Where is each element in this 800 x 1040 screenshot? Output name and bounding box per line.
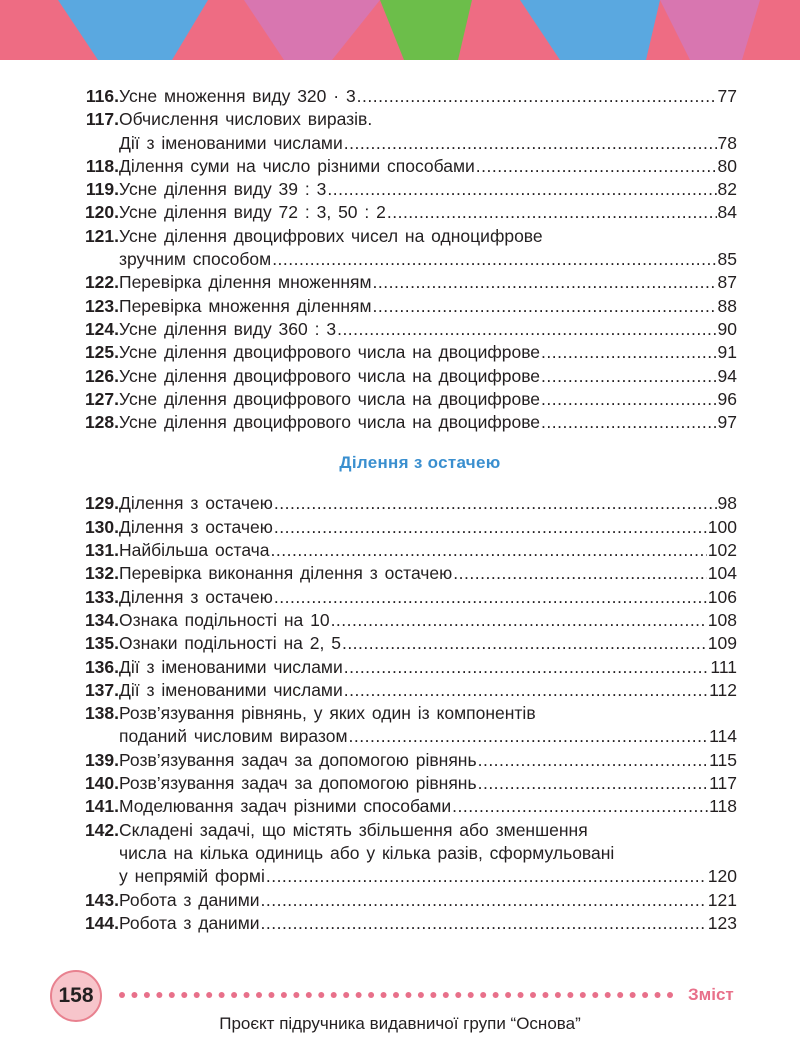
entry-last-line bbox=[119, 679, 737, 702]
entry-body bbox=[119, 492, 737, 515]
entry-title: Усне ділення виду 39 : 3 bbox=[119, 179, 327, 200]
entry-title: Розв’язування задач за допомогою рівнянь bbox=[119, 773, 477, 794]
entry-last-line bbox=[119, 656, 737, 679]
toc-entry bbox=[63, 749, 737, 772]
entry-page-number: 94 bbox=[717, 365, 737, 386]
footer-dot bbox=[505, 992, 511, 998]
entry-number: 141. bbox=[84, 796, 119, 817]
entry-title: Дії з іменованими числами bbox=[119, 656, 343, 677]
contents-label: Зміст bbox=[688, 985, 734, 1004]
entry-last-line bbox=[119, 562, 737, 585]
entry-title: Робота з даними bbox=[119, 912, 260, 933]
dot-leader bbox=[478, 749, 709, 772]
footer-dot bbox=[244, 992, 250, 998]
entry-page-number: 97 bbox=[717, 412, 737, 433]
toc-entry bbox=[63, 819, 737, 889]
entry-title: Ділення з остачею bbox=[119, 586, 273, 607]
toc-entry bbox=[63, 656, 737, 679]
dot-leader bbox=[261, 889, 707, 912]
entry-number: 132. bbox=[84, 563, 119, 584]
entry-page-number: 117 bbox=[709, 773, 737, 794]
dot-leader bbox=[266, 865, 707, 888]
entry-title: Усне ділення виду 72 : 3, 50 : 2 bbox=[119, 202, 386, 223]
footer-dot bbox=[518, 992, 524, 998]
dot-leader bbox=[274, 586, 707, 609]
dot-leader bbox=[541, 388, 716, 411]
decorative-banner bbox=[0, 0, 800, 60]
toc-entry bbox=[63, 271, 737, 294]
entry-title: Розв’язування задач за допомогою рівнянь bbox=[119, 749, 477, 770]
entry-page-number: 102 bbox=[707, 540, 737, 561]
entry-last-line bbox=[119, 632, 737, 655]
entry-title-line: Складені задачі, що містять збільшення або зменшення bbox=[119, 819, 588, 840]
entry-number: 133. bbox=[84, 586, 119, 607]
toc-entry bbox=[63, 702, 737, 749]
toc-entry bbox=[63, 772, 737, 795]
entry-number: 130. bbox=[84, 516, 119, 537]
toc-section-2 bbox=[63, 492, 737, 935]
entry-page-number: 78 bbox=[717, 132, 737, 153]
footer-dot bbox=[555, 992, 561, 998]
toc-entry bbox=[63, 539, 737, 562]
entry-title: Дії з іменованими числами bbox=[119, 679, 343, 700]
entry-body bbox=[119, 795, 737, 818]
entry-number: 116. bbox=[85, 86, 119, 106]
entry-number: 136. bbox=[84, 656, 119, 677]
entry-number: 128. bbox=[84, 412, 119, 433]
entry-body bbox=[119, 539, 737, 562]
footer-dot bbox=[281, 992, 287, 998]
toc-entry bbox=[63, 85, 737, 108]
entry-body bbox=[119, 225, 737, 272]
footer-dot bbox=[368, 992, 374, 998]
dot-leader bbox=[274, 516, 707, 539]
footer-dot bbox=[642, 992, 648, 998]
dot-leader bbox=[541, 341, 716, 364]
footer-dot bbox=[356, 992, 362, 998]
entry-page-number: 121 bbox=[707, 889, 737, 910]
entry-page-number: 84 bbox=[717, 202, 737, 223]
entry-page-number: 118 bbox=[709, 796, 737, 817]
entry-last-line bbox=[119, 85, 737, 108]
entry-page-number: 111 bbox=[710, 656, 737, 677]
toc-entry bbox=[63, 318, 737, 341]
entry-title: у непрямій формі bbox=[119, 866, 265, 887]
entry-title: Перевірка виконання ділення з остачею bbox=[119, 563, 453, 584]
entry-title: Усне ділення двоцифрового числа на двоцифрове bbox=[119, 365, 541, 386]
toc-entry bbox=[63, 889, 737, 912]
toc-entry bbox=[63, 108, 737, 155]
entry-body bbox=[119, 365, 737, 388]
entry-body bbox=[119, 85, 737, 108]
footer-dot bbox=[430, 992, 436, 998]
entry-body bbox=[119, 178, 737, 201]
entry-title-line: Розв’язування рівнянь, у яких один із компонентів bbox=[119, 703, 536, 724]
entry-number: 143. bbox=[84, 889, 119, 910]
entry-body bbox=[119, 819, 737, 889]
entry-page-number: 120 bbox=[707, 866, 737, 887]
entry-title: Перевірка ділення множенням bbox=[119, 272, 372, 293]
dot-leader bbox=[261, 912, 707, 935]
dot-leader bbox=[387, 201, 717, 224]
entry-page-number: 82 bbox=[717, 179, 737, 200]
entry-body bbox=[119, 749, 737, 772]
entry-last-line bbox=[119, 539, 737, 562]
entry-last-line bbox=[119, 295, 737, 318]
dot-leader bbox=[373, 295, 717, 318]
footer-dot bbox=[206, 992, 212, 998]
dot-leader bbox=[344, 656, 710, 679]
entry-number: 125. bbox=[84, 342, 119, 363]
entry-number: 129. bbox=[84, 493, 119, 514]
entry-page-number: 91 bbox=[717, 342, 737, 363]
entry-number: 127. bbox=[84, 388, 119, 409]
entry-title: Ділення з остачею bbox=[119, 516, 273, 537]
entry-page-number: 115 bbox=[709, 749, 737, 770]
entry-number: 121. bbox=[84, 225, 119, 246]
footer-dot bbox=[493, 992, 499, 998]
dot-leader bbox=[541, 365, 716, 388]
entry-last-line bbox=[119, 341, 737, 364]
entry-body bbox=[119, 586, 737, 609]
entry-page-number: 106 bbox=[707, 586, 737, 607]
entry-last-line bbox=[119, 132, 737, 155]
entry-title-line: Усне ділення двоцифрових чисел на одноцифрове bbox=[119, 225, 543, 246]
entry-last-line bbox=[119, 586, 737, 609]
dot-leader bbox=[349, 725, 709, 748]
dot-leader bbox=[331, 609, 707, 632]
footer-dot bbox=[306, 992, 312, 998]
entry-page-number: 87 bbox=[717, 272, 737, 293]
footer-dot bbox=[131, 992, 137, 998]
entry-number: 140. bbox=[84, 773, 119, 794]
entry-last-line bbox=[119, 865, 737, 888]
entry-body bbox=[119, 562, 737, 585]
entry-last-line bbox=[119, 365, 737, 388]
footer-dot bbox=[393, 992, 399, 998]
dotted-rule bbox=[118, 988, 674, 1002]
entry-body bbox=[119, 889, 737, 912]
entry-body bbox=[119, 318, 737, 341]
toc-entry bbox=[63, 679, 737, 702]
entry-page-number: 96 bbox=[717, 388, 737, 409]
footer-dot bbox=[468, 992, 474, 998]
toc-entry bbox=[63, 341, 737, 364]
footer-dot bbox=[256, 992, 262, 998]
entry-page-number: 80 bbox=[717, 155, 737, 176]
entry-body bbox=[119, 702, 737, 749]
entry-number: 139. bbox=[84, 749, 119, 770]
entry-title-line: числа на кілька одиниць або у кілька разів, сформульовані bbox=[119, 842, 615, 863]
entry-title: Ділення з остачею bbox=[119, 493, 273, 514]
toc-entry bbox=[63, 295, 737, 318]
footer-dot bbox=[343, 992, 349, 998]
entry-title: Робота з даними bbox=[119, 889, 260, 910]
entry-last-line bbox=[119, 248, 737, 271]
footer-dot bbox=[592, 992, 598, 998]
entry-title: Ділення суми на число різними способами bbox=[119, 155, 475, 176]
dot-leader bbox=[541, 411, 716, 434]
entry-page-number: 114 bbox=[709, 726, 737, 747]
entry-last-line bbox=[119, 749, 737, 772]
entry-body bbox=[119, 201, 737, 224]
footer-dot bbox=[169, 992, 175, 998]
footer-dot bbox=[156, 992, 162, 998]
entry-body bbox=[119, 388, 737, 411]
publisher-credit: Проєкт підручника видавничої групи “Основа” bbox=[219, 1014, 581, 1033]
toc-entry bbox=[63, 562, 737, 585]
entry-last-line bbox=[119, 795, 737, 818]
footer-dot bbox=[667, 992, 673, 998]
entry-title: Дії з іменованими числами bbox=[119, 132, 343, 153]
entry-body bbox=[119, 516, 737, 539]
entry-last-line bbox=[119, 155, 737, 178]
entry-number: 138. bbox=[84, 703, 119, 724]
entry-page-number: 112 bbox=[709, 679, 737, 700]
entry-body bbox=[119, 295, 737, 318]
page-number-badge: 158 bbox=[50, 970, 102, 1022]
footer-dot bbox=[219, 992, 225, 998]
entry-body bbox=[119, 632, 737, 655]
toc-entry bbox=[63, 912, 737, 935]
footer-dot bbox=[655, 992, 661, 998]
footer-dot bbox=[542, 992, 548, 998]
entry-number: 122. bbox=[84, 272, 119, 293]
entry-body bbox=[119, 656, 737, 679]
entry-title: Усне ділення двоцифрового числа на двоцифрове bbox=[119, 412, 541, 433]
section-title: Ділення з остачею bbox=[339, 453, 501, 473]
footer-dot bbox=[194, 992, 200, 998]
entry-title: Усне ділення виду 360 : 3 bbox=[119, 318, 337, 339]
entry-last-line bbox=[119, 725, 737, 748]
dot-leader bbox=[452, 795, 708, 818]
dot-leader bbox=[344, 679, 708, 702]
toc-entry bbox=[63, 411, 737, 434]
entry-number: 137. bbox=[84, 679, 119, 700]
entry-title: поданий числовим виразом bbox=[119, 726, 348, 747]
entry-number: 118. bbox=[85, 155, 119, 176]
toc-entry bbox=[63, 586, 737, 609]
entry-last-line bbox=[119, 609, 737, 632]
entry-last-line bbox=[119, 271, 737, 294]
entry-body bbox=[119, 609, 737, 632]
footer-dot bbox=[144, 992, 150, 998]
entry-last-line bbox=[119, 912, 737, 935]
entry-number: 142. bbox=[84, 819, 119, 840]
toc-entry bbox=[63, 178, 737, 201]
entry-number: 131. bbox=[84, 540, 119, 561]
toc-entry bbox=[63, 609, 737, 632]
footer-dot bbox=[455, 992, 461, 998]
dot-leader bbox=[478, 772, 709, 795]
entry-page-number: 88 bbox=[717, 295, 737, 316]
footer-dot bbox=[381, 992, 387, 998]
footer-dot bbox=[530, 992, 536, 998]
toc-entry bbox=[63, 795, 737, 818]
dot-leader bbox=[327, 178, 716, 201]
entry-title: Перевірка множення діленням bbox=[119, 295, 372, 316]
entry-body bbox=[119, 108, 737, 155]
footer-dot bbox=[181, 992, 187, 998]
toc-section-1 bbox=[63, 85, 737, 434]
entry-number: 117. bbox=[85, 109, 119, 130]
entry-number: 123. bbox=[84, 295, 119, 316]
footer-dot bbox=[318, 992, 324, 998]
entry-page-number: 98 bbox=[717, 493, 737, 514]
entry-body bbox=[119, 411, 737, 434]
dot-leader bbox=[373, 271, 717, 294]
footer-dot bbox=[580, 992, 586, 998]
toc-entry bbox=[63, 201, 737, 224]
entry-body bbox=[119, 271, 737, 294]
entry-body bbox=[119, 155, 737, 178]
entry-page-number: 90 bbox=[717, 318, 737, 339]
entry-last-line bbox=[119, 516, 737, 539]
entry-last-line bbox=[119, 178, 737, 201]
entry-title: Ознаки подільності на 2, 5 bbox=[119, 633, 341, 654]
entry-last-line bbox=[119, 201, 737, 224]
footer-dot bbox=[119, 992, 125, 998]
entry-page-number: 123 bbox=[707, 912, 737, 933]
toc-entry bbox=[63, 492, 737, 515]
footer-dot bbox=[480, 992, 486, 998]
entry-last-line bbox=[119, 492, 737, 515]
dot-leader bbox=[357, 85, 717, 108]
entry-title-line: Обчислення числових виразів. bbox=[119, 109, 373, 130]
footer-dot bbox=[418, 992, 424, 998]
footer-dot bbox=[443, 992, 449, 998]
footer-dot bbox=[630, 992, 636, 998]
dot-leader bbox=[476, 155, 717, 178]
entry-number: 119. bbox=[85, 179, 119, 200]
entry-title: зручним способом bbox=[119, 249, 272, 270]
entry-last-line bbox=[119, 318, 737, 341]
dot-leader bbox=[271, 539, 707, 562]
entry-number: 134. bbox=[84, 609, 119, 630]
footer-dot bbox=[268, 992, 274, 998]
dot-leader bbox=[274, 492, 717, 515]
entry-page-number: 77 bbox=[717, 86, 737, 106]
toc-entry bbox=[63, 365, 737, 388]
entry-body bbox=[119, 912, 737, 935]
entry-page-number: 108 bbox=[707, 609, 737, 630]
dot-leader bbox=[272, 248, 716, 271]
footer-dot bbox=[405, 992, 411, 998]
entry-last-line bbox=[119, 772, 737, 795]
entry-title: Усне множення виду 320 · 3 bbox=[119, 86, 356, 106]
footer-dot bbox=[293, 992, 299, 998]
dot-leader bbox=[344, 132, 717, 155]
entry-title: Усне ділення двоцифрового числа на двоцифрове bbox=[119, 342, 541, 363]
entry-last-line bbox=[119, 889, 737, 912]
entry-page-number: 100 bbox=[707, 516, 737, 537]
entry-body bbox=[119, 679, 737, 702]
entry-number: 144. bbox=[84, 912, 119, 933]
entry-title: Найбільша остача bbox=[119, 540, 270, 561]
footer-dot bbox=[605, 992, 611, 998]
entry-last-line bbox=[119, 411, 737, 434]
entry-page-number: 85 bbox=[717, 249, 737, 270]
toc-entry bbox=[63, 632, 737, 655]
entry-number: 126. bbox=[84, 365, 119, 386]
toc-entry bbox=[63, 516, 737, 539]
footer-dot bbox=[617, 992, 623, 998]
entry-number: 120. bbox=[84, 202, 119, 223]
toc-entry bbox=[63, 388, 737, 411]
table-of-contents bbox=[63, 85, 737, 935]
footer-dot bbox=[567, 992, 573, 998]
toc-entry bbox=[63, 225, 737, 272]
entry-title: Моделювання задач різними способами bbox=[119, 796, 452, 817]
entry-page-number: 104 bbox=[707, 563, 737, 584]
entry-body bbox=[119, 341, 737, 364]
entry-title: Ознака подільності на 10 bbox=[119, 609, 330, 630]
footer-dot bbox=[331, 992, 337, 998]
toc-entry bbox=[63, 155, 737, 178]
entry-number: 135. bbox=[84, 633, 119, 654]
entry-title: Усне ділення двоцифрового числа на двоцифрове bbox=[119, 388, 541, 409]
entry-number: 124. bbox=[84, 318, 119, 339]
dot-leader bbox=[453, 562, 707, 585]
footer-dot bbox=[231, 992, 237, 998]
dot-leader bbox=[342, 632, 707, 655]
entry-body bbox=[119, 772, 737, 795]
entry-last-line bbox=[119, 388, 737, 411]
entry-page-number: 109 bbox=[707, 633, 737, 654]
dot-leader bbox=[337, 318, 716, 341]
